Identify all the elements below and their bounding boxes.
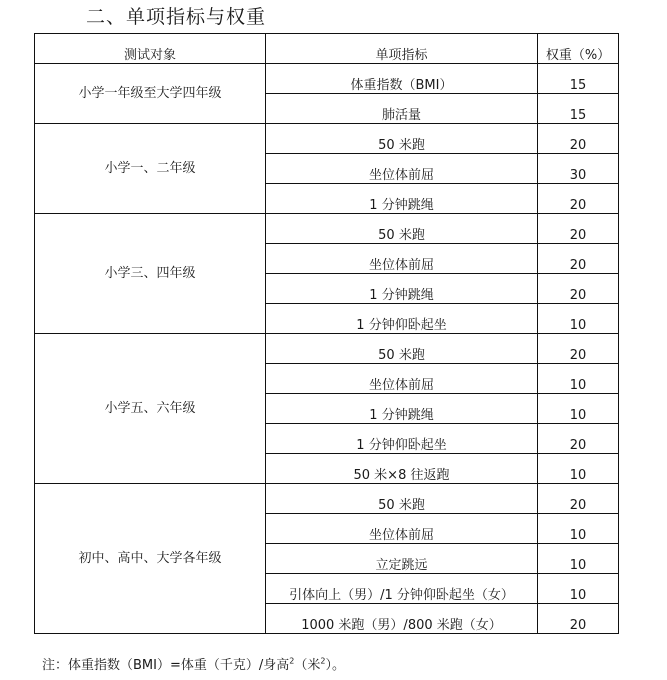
section-title: 二、单项指标与权重 <box>86 6 267 28</box>
footnote-suffix: ）。 <box>325 658 345 673</box>
weight-cell: 20 <box>538 604 619 634</box>
indicator-cell: 1 分钟跳绳 <box>266 394 538 424</box>
indicator-cell: 1 分钟仰卧起坐 <box>266 304 538 334</box>
table-row <box>35 334 619 364</box>
indicator-cell: 引体向上（男）/1 分钟仰卧起坐（女） <box>266 574 538 604</box>
indicator-cell: 1000 米跑（男）/800 米跑（女） <box>266 604 538 634</box>
footnote <box>42 654 345 673</box>
table-row <box>35 484 619 514</box>
weight-cell: 20 <box>538 484 619 514</box>
weight-cell: 20 <box>538 274 619 304</box>
weight-cell: 10 <box>538 574 619 604</box>
weight-cell: 10 <box>538 454 619 484</box>
indicator-cell: 坐位体前屈 <box>266 364 538 394</box>
weight-cell: 20 <box>538 124 619 154</box>
table-row <box>35 214 619 244</box>
weight-cell: 10 <box>538 544 619 574</box>
header-row <box>35 34 619 64</box>
indicator-weight-table <box>34 33 619 634</box>
target-cell: 初中、高中、大学各年级 <box>35 484 266 634</box>
target-cell: 小学一年级至大学四年级 <box>35 64 266 124</box>
indicator-cell: 50 米跑 <box>266 484 538 514</box>
weight-cell: 30 <box>538 154 619 184</box>
weight-cell: 20 <box>538 334 619 364</box>
indicator-cell: 肺活量 <box>266 94 538 124</box>
footnote-superscript: 2 <box>289 656 295 666</box>
table-row <box>35 124 619 154</box>
indicator-cell: 体重指数（BMI） <box>266 64 538 94</box>
weight-cell: 10 <box>538 394 619 424</box>
indicator-cell: 立定跳远 <box>266 544 538 574</box>
indicator-cell: 1 分钟跳绳 <box>266 184 538 214</box>
weight-cell: 10 <box>538 304 619 334</box>
footnote-middle: （米 <box>294 658 321 673</box>
header-target: 测试对象 <box>35 34 266 64</box>
weight-cell: 20 <box>538 214 619 244</box>
target-cell: 小学一、二年级 <box>35 124 266 214</box>
header-indicator: 单项指标 <box>266 34 538 64</box>
weight-cell: 20 <box>538 424 619 454</box>
indicator-cell: 坐位体前屈 <box>266 514 538 544</box>
table-row <box>35 64 619 94</box>
indicator-cell: 坐位体前屈 <box>266 244 538 274</box>
weight-cell: 10 <box>538 364 619 394</box>
weight-cell: 10 <box>538 514 619 544</box>
weight-cell: 15 <box>538 94 619 124</box>
indicator-cell: 1 分钟跳绳 <box>266 274 538 304</box>
indicator-cell: 50 米跑 <box>266 334 538 364</box>
target-cell: 小学五、六年级 <box>35 334 266 484</box>
weight-cell: 20 <box>538 184 619 214</box>
header-weight: 权重（%） <box>538 34 619 64</box>
target-cell: 小学三、四年级 <box>35 214 266 334</box>
indicator-cell: 50 米×8 往返跑 <box>266 454 538 484</box>
footnote-superscript: 2 <box>320 656 326 666</box>
weight-cell: 20 <box>538 244 619 274</box>
indicator-cell: 1 分钟仰卧起坐 <box>266 424 538 454</box>
indicator-cell: 50 米跑 <box>266 214 538 244</box>
indicator-cell: 坐位体前屈 <box>266 154 538 184</box>
weight-cell: 15 <box>538 64 619 94</box>
indicator-cell: 50 米跑 <box>266 124 538 154</box>
footnote-prefix: 注：体重指数（BMI）=体重（千克）/身高 <box>42 658 290 673</box>
